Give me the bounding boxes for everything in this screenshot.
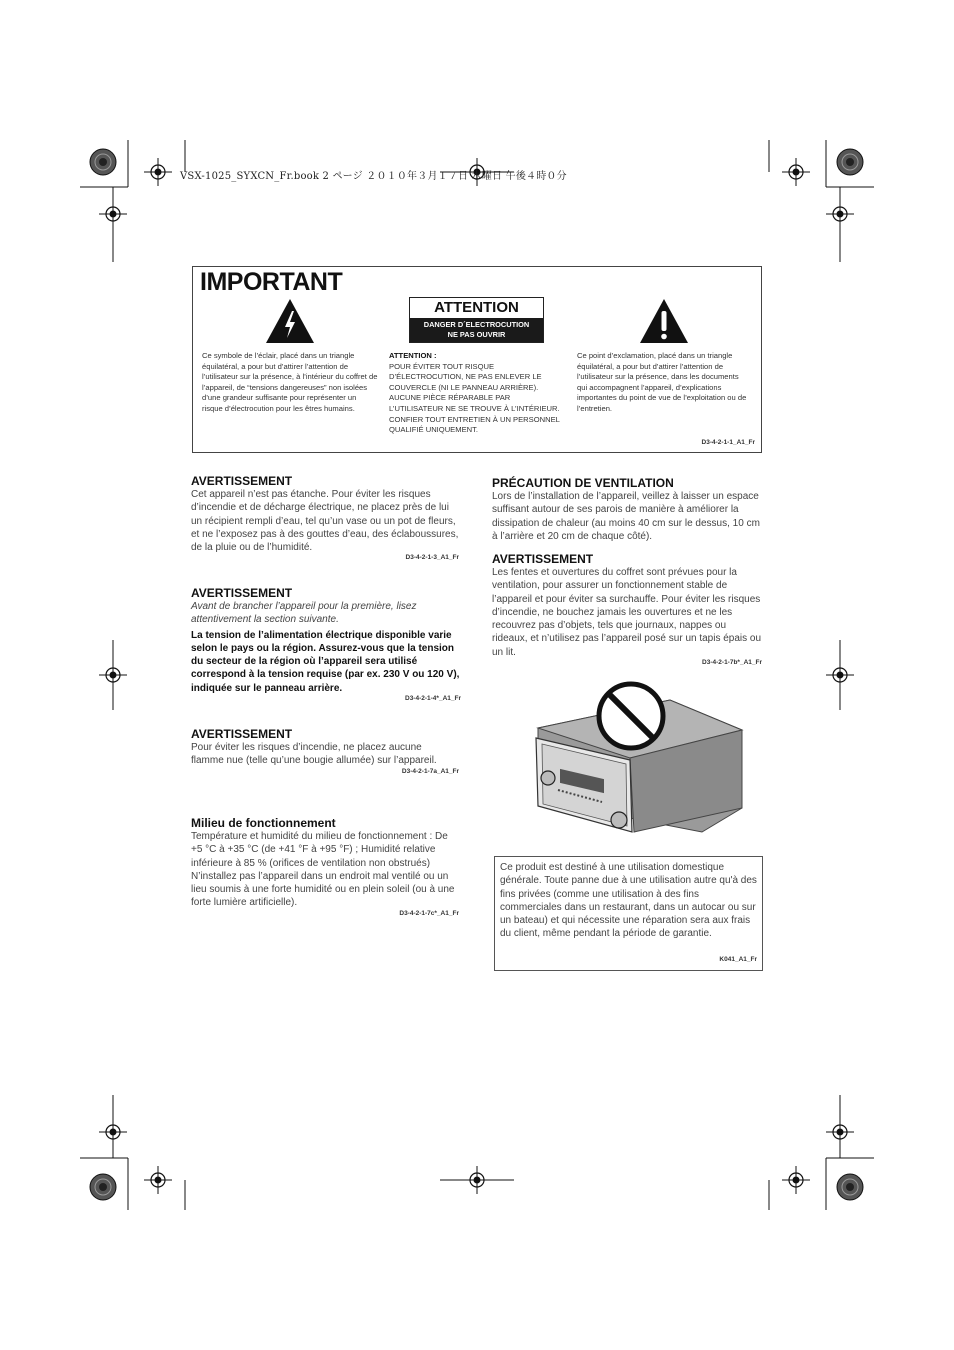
exclamation-warning-icon — [639, 298, 689, 344]
ventilation-heading: PRÉCAUTION DE VENTILATION — [492, 476, 674, 490]
ventilation-text: Lors de l’installation de l’appareil, veillez à laisser un espace suffisant autour de ses parois de manière à améliorer la dissipation de chaleur (au moins 40 cm sur le dessus, 10 cm à l’arrière et 20 cm de chaque côté). — [492, 491, 760, 542]
operating-environment-section — [191, 816, 459, 917]
warning-openings-heading: AVERTISSEMENT — [492, 552, 594, 566]
warning-flame-heading: AVERTISSEMENT — [191, 727, 293, 741]
lightning-warning-icon — [265, 298, 315, 344]
domestic-use-text: Ce produit est destiné à une utilisation domestique générale. Toute panne due à une utilisation autre qu'à des fins privées (comme une utilisation à des fins commerciales dans un restaurant, dans un autocar ou sur un bateau) et qui nécessite une réparation sera aux frais du client, même pendant la période de garantie. — [500, 862, 757, 940]
warning-openings-code: D3-4-2-1-7b*_A1_Fr — [702, 659, 762, 667]
domestic-use-code: K041_A1_Fr — [719, 956, 757, 963]
important-code: D3-4-2-1-1_A1_Fr — [701, 439, 755, 446]
attention-band-line1: DANGER D´ELECTROCUTION — [423, 320, 530, 329]
warning-openings-section — [492, 552, 762, 666]
warning-water-code: D3-4-2-1-3_A1_Fr — [405, 554, 459, 562]
warning-water-text: Cet appareil n’est pas étanche. Pour éviter les risques d’incendie et de décharge électrique, ne placez près de lui un récipient rempli d’eau, tel qu’un vase ou un pot de fleurs, et ne l’exposez pas à des gouttes d’eau, des éclaboussures, de la pluie ou de l’humidité. — [191, 489, 459, 554]
operating-environment-code: D3-4-2-1-7c*_A1_Fr — [399, 909, 459, 917]
lightning-explanation: Ce symbole de l’éclair, placé dans un triangle équilatéral, a pour but d’attirer l’attention de l’utilisateur sur la présence, à l’intérieur du coffret de l’appareil, de “tensions dangereuses” non isolées d’une grandeur suffisante pour représenter un risque d’électrocution pour les êtres humains. — [202, 351, 378, 413]
attention-explanation — [389, 351, 564, 436]
operating-environment-text1: Température et humidité du milieu de fonctionnement : De +5 °C à +35 °C (de +41 °F à +95 °F) ; Humidité relative inférieure à 85 % (orifices de ventilation non obstrués) — [191, 831, 448, 869]
warning-voltage-code: D3-4-2-1-4*_A1_Fr — [405, 695, 461, 703]
operating-environment-text2: N’installez pas l’appareil dans un endroit mal ventilé ou un lieu soumis à une forte humidité ou en plein soleil (ou à une forte lumière artificielle). — [191, 870, 455, 909]
attention-label-box — [409, 297, 544, 343]
important-title: IMPORTANT — [200, 268, 343, 296]
warning-voltage-section — [191, 586, 461, 702]
warning-water-heading: AVERTISSEMENT — [191, 474, 293, 488]
ventilation-section — [492, 476, 764, 543]
attention-band-line2: NE PAS OUVRIR — [447, 330, 506, 339]
warning-openings-text: Les fentes et ouvertures du coffret sont prévues pour la ventilation, pour assurer un fonctionnement stable de l’appareil et pour éviter sa surchauffe. Pour éviter les risques d’incendie, ne bouchez jamais les ouvertures et ne les recouvrez pas d’objets, tels que journaux, nappes ou rideaux, et n’utilisez pas l’appareil posé sur un tapis épais ou un lit. — [492, 567, 762, 658]
warning-voltage-heading: AVERTISSEMENT — [191, 586, 293, 600]
exclamation-explanation: Ce point d’exclamation, placé dans un triangle équilatéral, a pour but d’attirer l’attention de l’utilisateur sur la présence, dans les documents qui accompagnent l’appareil, d’explications importantes du point de vue de l’exploitation ou de l’entretien. — [577, 351, 747, 413]
warning-flame-section — [191, 727, 459, 775]
operating-environment-heading: Milieu de fonctionnement — [191, 816, 336, 830]
attention-heading: ATTENTION : — [389, 351, 437, 360]
print-header: VSX-1025_SYXCN_Fr.book 2 ページ ２０１０年３月１７日 水曜日 午後４時０分 — [180, 171, 567, 182]
attention-band — [410, 318, 543, 342]
attention-text: POUR ÉVITER TOUT RISQUE D’ÉLECTROCUTION, NE PAS ENLEVER LE COUVERCLE (NI LE PANNEAU ARRIÈRE). AUCUNE PIÈCE RÉPARABLE PAR L’UTILISATEUR NE SE TROUVE À L’INTÉRIEUR. CONFIER TOUT ENTRETIEN À UN PERSONNEL QUALIFIÉ UNIQUEMENT. — [389, 361, 560, 435]
attention-label: ATTENTION — [434, 299, 519, 316]
warning-water-section — [191, 474, 459, 561]
warning-voltage-text: La tension de l’alimentation électrique disponible varie selon le pays ou la région. Assurez-vous que la tension du secteur de la région où l’appareil sera utilisé correspond à la tension requise (par ex. 230 V ou 120 V), indiquée sur le panneau arrière. — [191, 629, 460, 694]
warning-flame-code: D3-4-2-1-7a_A1_Fr — [401, 767, 459, 775]
warning-voltage-intro: Avant de brancher l’appareil pour la première, lisez attentivement la section suivante. — [191, 601, 417, 626]
warning-flame-text: Pour éviter les risques d’incendie, ne placez aucune flamme nue (telle qu’une bougie allumée) sur l’appareil. — [191, 742, 437, 767]
covered-receiver-prohibited-icon — [530, 680, 750, 840]
